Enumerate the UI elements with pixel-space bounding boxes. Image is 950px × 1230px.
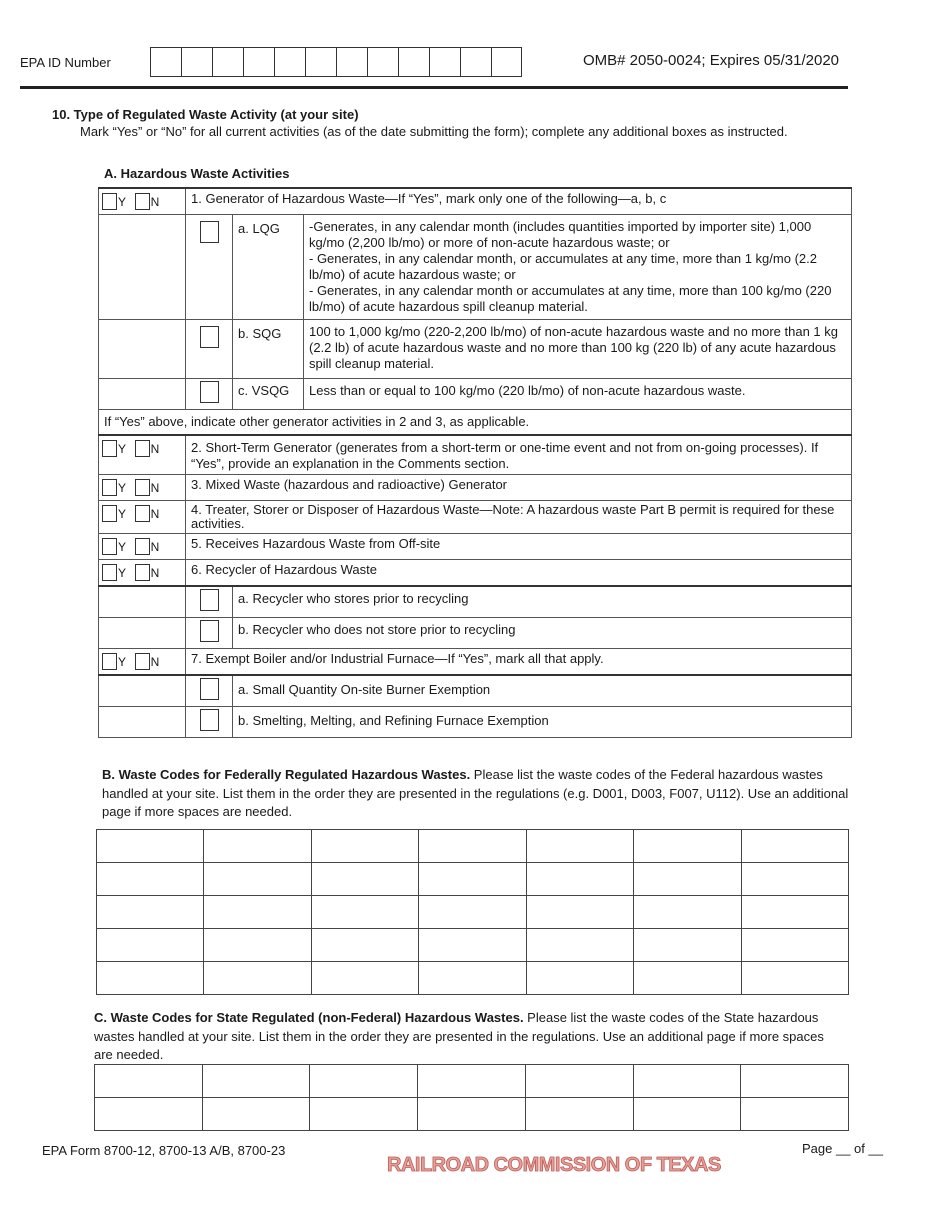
yes-checkbox[interactable] bbox=[102, 538, 117, 555]
epa-id-cell[interactable] bbox=[429, 47, 460, 77]
waste-code-cell[interactable] bbox=[634, 962, 741, 995]
omb-number: OMB# 2050-0024; Expires 05/31/2020 bbox=[583, 52, 840, 69]
row-item-7a bbox=[99, 675, 852, 707]
yes-no-pair bbox=[99, 501, 186, 534]
waste-code-cell[interactable] bbox=[525, 1098, 633, 1131]
no-checkbox[interactable] bbox=[135, 653, 150, 670]
vsqg-checkbox-cell bbox=[186, 379, 233, 410]
waste-code-cell[interactable] bbox=[202, 1065, 310, 1098]
section-a-title: A. Hazardous Waste Activities bbox=[104, 166, 290, 181]
federal-waste-codes-grid bbox=[96, 829, 849, 995]
no-checkbox[interactable] bbox=[135, 564, 150, 581]
epa-id-input[interactable] bbox=[150, 47, 522, 77]
waste-code-cell[interactable] bbox=[97, 962, 204, 995]
waste-code-cell[interactable] bbox=[633, 1065, 741, 1098]
waste-code-cell[interactable] bbox=[310, 1065, 418, 1098]
yes-label: Y bbox=[118, 480, 127, 495]
waste-code-cell[interactable] bbox=[204, 896, 311, 929]
lqg-checkbox-cell bbox=[186, 215, 233, 320]
grid-row bbox=[95, 1098, 849, 1131]
waste-code-cell[interactable] bbox=[741, 962, 848, 995]
no-label: N bbox=[150, 506, 160, 521]
lqg-description: -Generates, in any calendar month (includes quantities imported by importer site) 1,000 kg/mo (2,200 lb/mo) or more of non-acute hazardous waste; or - Generates, in any calendar month, or accumulates at any time, more than 1 kg/mo (2.2 lb/mo) of acute hazardous waste; or - Generates, in any calendar month or accumulates at any time, more than 100 kg/mo (220 lb/mo) of acute hazardous spill cleanup material. bbox=[304, 215, 852, 320]
yes-label: Y bbox=[118, 539, 127, 554]
waste-code-cell[interactable] bbox=[634, 929, 741, 962]
sqg-checkbox-cell bbox=[186, 320, 233, 379]
vsqg-description: Less than or equal to 100 kg/mo (220 lb/mo) of non-acute hazardous waste. bbox=[304, 379, 852, 410]
row-item-6b bbox=[99, 618, 852, 649]
no-label: N bbox=[150, 480, 160, 495]
waste-code-cell[interactable] bbox=[95, 1065, 203, 1098]
waste-code-cell[interactable] bbox=[418, 1065, 526, 1098]
item-3-label: 3. Mixed Waste (hazardous and radioactive) Generator bbox=[186, 475, 852, 501]
vsqg-checkbox[interactable] bbox=[200, 381, 219, 403]
epa-id-cell[interactable] bbox=[305, 47, 336, 77]
grid-row bbox=[97, 863, 849, 896]
yes-label: Y bbox=[118, 441, 127, 456]
row-lqg bbox=[99, 215, 852, 320]
waste-code-cell[interactable] bbox=[95, 1098, 203, 1131]
waste-code-cell[interactable] bbox=[419, 896, 526, 929]
empty-cell bbox=[99, 618, 186, 649]
waste-code-cell[interactable] bbox=[97, 863, 204, 896]
hazardous-waste-activities-table bbox=[98, 187, 852, 738]
row-item-2 bbox=[99, 435, 852, 475]
epa-id-cell[interactable] bbox=[274, 47, 305, 77]
no-checkbox[interactable] bbox=[135, 440, 150, 457]
row-vsqg bbox=[99, 379, 852, 410]
epa-id-cell[interactable] bbox=[491, 47, 522, 77]
waste-code-cell[interactable] bbox=[204, 962, 311, 995]
epa-id-cell[interactable] bbox=[243, 47, 274, 77]
yes-label: Y bbox=[118, 654, 127, 669]
yes-label: Y bbox=[118, 506, 127, 521]
item-6a-label: a. Recycler who stores prior to recycling bbox=[233, 586, 852, 618]
item-4-label: 4. Treater, Storer or Disposer of Hazardous Waste—Note: A hazardous waste Part B permit is required for these activities. bbox=[186, 501, 852, 534]
generator-note: If “Yes” above, indicate other generator activities in 2 and 3, as applicable. bbox=[99, 410, 852, 436]
sqg-code: b. SQG bbox=[233, 320, 304, 379]
waste-code-cell[interactable] bbox=[311, 929, 418, 962]
waste-code-cell[interactable] bbox=[97, 830, 204, 863]
grid-row bbox=[97, 962, 849, 995]
item-6b-label: b. Recycler who does not store prior to recycling bbox=[233, 618, 852, 649]
no-checkbox[interactable] bbox=[135, 479, 150, 496]
yes-no-pair bbox=[99, 188, 186, 215]
grid-row bbox=[97, 896, 849, 929]
epa-id-cell[interactable] bbox=[367, 47, 398, 77]
waste-code-cell[interactable] bbox=[633, 1098, 741, 1131]
yes-no-pair bbox=[99, 435, 186, 475]
page-number: Page __ of __ bbox=[802, 1141, 883, 1156]
no-checkbox[interactable] bbox=[135, 505, 150, 522]
vsqg-code: c. VSQG bbox=[233, 379, 304, 410]
waste-code-cell[interactable] bbox=[204, 830, 311, 863]
epa-id-cell[interactable] bbox=[150, 47, 181, 77]
waste-code-cell[interactable] bbox=[741, 863, 848, 896]
empty-cell bbox=[99, 379, 186, 410]
waste-code-cell[interactable] bbox=[310, 1098, 418, 1131]
grid-row bbox=[97, 830, 849, 863]
no-label: N bbox=[150, 194, 160, 209]
waste-code-cell[interactable] bbox=[419, 863, 526, 896]
no-checkbox[interactable] bbox=[135, 193, 150, 210]
waste-code-cell[interactable] bbox=[741, 1098, 849, 1131]
header-divider bbox=[20, 86, 848, 89]
waste-code-cell[interactable] bbox=[526, 896, 633, 929]
item-7a-checkbox[interactable] bbox=[200, 678, 219, 700]
yes-checkbox[interactable] bbox=[102, 653, 117, 670]
epa-id-cell[interactable] bbox=[398, 47, 429, 77]
row-item-1 bbox=[99, 188, 852, 215]
waste-code-cell[interactable] bbox=[526, 962, 633, 995]
waste-code-cell[interactable] bbox=[97, 929, 204, 962]
sqg-checkbox[interactable] bbox=[200, 326, 219, 348]
lqg-code: a. LQG bbox=[233, 215, 304, 320]
waste-code-cell[interactable] bbox=[97, 896, 204, 929]
waste-code-cell[interactable] bbox=[741, 830, 848, 863]
waste-code-cell[interactable] bbox=[311, 962, 418, 995]
row-note bbox=[99, 410, 852, 436]
waste-code-cell[interactable] bbox=[634, 896, 741, 929]
waste-code-cell[interactable] bbox=[419, 830, 526, 863]
waste-code-cell[interactable] bbox=[634, 830, 741, 863]
empty-cell bbox=[99, 320, 186, 379]
waste-code-cell[interactable] bbox=[418, 1098, 526, 1131]
yes-label: Y bbox=[118, 565, 127, 580]
waste-code-cell[interactable] bbox=[204, 863, 311, 896]
waste-code-cell[interactable] bbox=[634, 863, 741, 896]
epa-id-cell[interactable] bbox=[181, 47, 212, 77]
section-c-title: C. Waste Codes for State Regulated (non-Federal) Hazardous Wastes. bbox=[94, 1010, 524, 1025]
item-7a-label: a. Small Quantity On-site Burner Exemption bbox=[233, 675, 852, 707]
item-7-label: 7. Exempt Boiler and/or Industrial Furnace—If “Yes”, mark all that apply. bbox=[186, 649, 852, 676]
waste-code-cell[interactable] bbox=[526, 830, 633, 863]
railroad-commission-logo: RAILROAD COMMISSION OF TEXAS bbox=[387, 1154, 721, 1176]
row-item-4 bbox=[99, 501, 852, 534]
item-6-label: 6. Recycler of Hazardous Waste bbox=[186, 560, 852, 587]
item-5-label: 5. Receives Hazardous Waste from Off-site bbox=[186, 534, 852, 560]
no-label: N bbox=[150, 539, 160, 554]
empty-cell bbox=[99, 675, 186, 707]
waste-code-cell[interactable] bbox=[419, 929, 526, 962]
yes-no-pair bbox=[99, 560, 186, 587]
yes-checkbox[interactable] bbox=[102, 564, 117, 581]
waste-code-cell[interactable] bbox=[741, 896, 848, 929]
grid-row bbox=[95, 1065, 849, 1098]
epa-id-label: EPA ID Number bbox=[20, 55, 111, 70]
empty-cell bbox=[99, 586, 186, 618]
row-sqg bbox=[99, 320, 852, 379]
no-label: N bbox=[150, 565, 160, 580]
item-2-label: 2. Short-Term Generator (generates from a short-term or one-time event and not from on-going processes). If “Yes”, provide an explanation in the Comments section. bbox=[186, 435, 852, 475]
section-10-title: 10. Type of Regulated Waste Activity (at your site) bbox=[52, 107, 359, 122]
epa-id-cell[interactable] bbox=[212, 47, 243, 77]
waste-code-cell[interactable] bbox=[741, 1065, 849, 1098]
item-7b-checkbox-cell bbox=[186, 707, 233, 738]
waste-code-cell[interactable] bbox=[311, 863, 418, 896]
section-b-description bbox=[102, 766, 852, 822]
waste-code-cell[interactable] bbox=[526, 863, 633, 896]
empty-cell bbox=[99, 707, 186, 738]
no-label: N bbox=[150, 441, 160, 456]
row-item-6 bbox=[99, 560, 852, 587]
lqg-checkbox[interactable] bbox=[200, 221, 219, 243]
item-7b-label: b. Smelting, Melting, and Refining Furnace Exemption bbox=[233, 707, 852, 738]
waste-code-cell[interactable] bbox=[419, 962, 526, 995]
section-c-description bbox=[94, 1009, 846, 1065]
row-item-6a bbox=[99, 586, 852, 618]
item-6b-checkbox[interactable] bbox=[200, 620, 219, 642]
waste-code-cell[interactable] bbox=[311, 830, 418, 863]
yes-checkbox[interactable] bbox=[102, 193, 117, 210]
yes-checkbox[interactable] bbox=[102, 479, 117, 496]
waste-code-cell[interactable] bbox=[311, 896, 418, 929]
empty-cell bbox=[99, 215, 186, 320]
row-item-7b bbox=[99, 707, 852, 738]
form-number: EPA Form 8700-12, 8700-13 A/B, 8700-23 bbox=[42, 1143, 286, 1158]
yes-no-pair bbox=[99, 649, 186, 676]
item-6a-checkbox[interactable] bbox=[200, 589, 219, 611]
yes-label: Y bbox=[118, 194, 127, 209]
row-item-7 bbox=[99, 649, 852, 676]
item-6a-checkbox-cell bbox=[186, 586, 233, 618]
item-7b-checkbox[interactable] bbox=[200, 709, 219, 731]
state-waste-codes-grid bbox=[94, 1064, 849, 1131]
waste-code-cell[interactable] bbox=[525, 1065, 633, 1098]
no-label: N bbox=[150, 654, 160, 669]
section-b-title: B. Waste Codes for Federally Regulated Hazardous Wastes. bbox=[102, 767, 471, 782]
section-10-description: Mark “Yes” or “No” for all current activities (as of the date submitting the form); complete any additional boxes as instructed. bbox=[80, 124, 788, 139]
section-b-text: Please list the waste codes of the Federal hazardous wastes handled at your site. List them in the order they are presented in the regulations (e.g. D001, D003, F007, U112). Use an additional page if more spaces are needed. bbox=[102, 767, 849, 819]
waste-code-cell[interactable] bbox=[741, 929, 848, 962]
waste-code-cell[interactable] bbox=[526, 929, 633, 962]
yes-no-pair bbox=[99, 475, 186, 501]
grid-row bbox=[97, 929, 849, 962]
waste-code-cell[interactable] bbox=[202, 1098, 310, 1131]
section-c-text: Please list the waste codes of the State hazardous wastes handled at your site. List them in the order they are presented in the regulations. Use an additional page if more spaces are needed. bbox=[94, 1010, 824, 1062]
epa-id-cell[interactable] bbox=[460, 47, 491, 77]
item-1-label: 1. Generator of Hazardous Waste—If “Yes”, mark only one of the following—a, b, c bbox=[186, 188, 852, 215]
yes-checkbox[interactable] bbox=[102, 440, 117, 457]
item-7a-checkbox-cell bbox=[186, 675, 233, 707]
waste-code-cell[interactable] bbox=[204, 929, 311, 962]
no-checkbox[interactable] bbox=[135, 538, 150, 555]
yes-no-pair bbox=[99, 534, 186, 560]
row-item-3 bbox=[99, 475, 852, 501]
sqg-description: 100 to 1,000 kg/mo (220-2,200 lb/mo) of non-acute hazardous waste and no more than 1 kg (2.2 lb) of acute hazardous waste and no more than 100 kg (220 lb) of any acute hazardous spill cleanup material. bbox=[304, 320, 852, 379]
item-6b-checkbox-cell bbox=[186, 618, 233, 649]
yes-checkbox[interactable] bbox=[102, 505, 117, 522]
epa-id-cell[interactable] bbox=[336, 47, 367, 77]
row-item-5 bbox=[99, 534, 852, 560]
